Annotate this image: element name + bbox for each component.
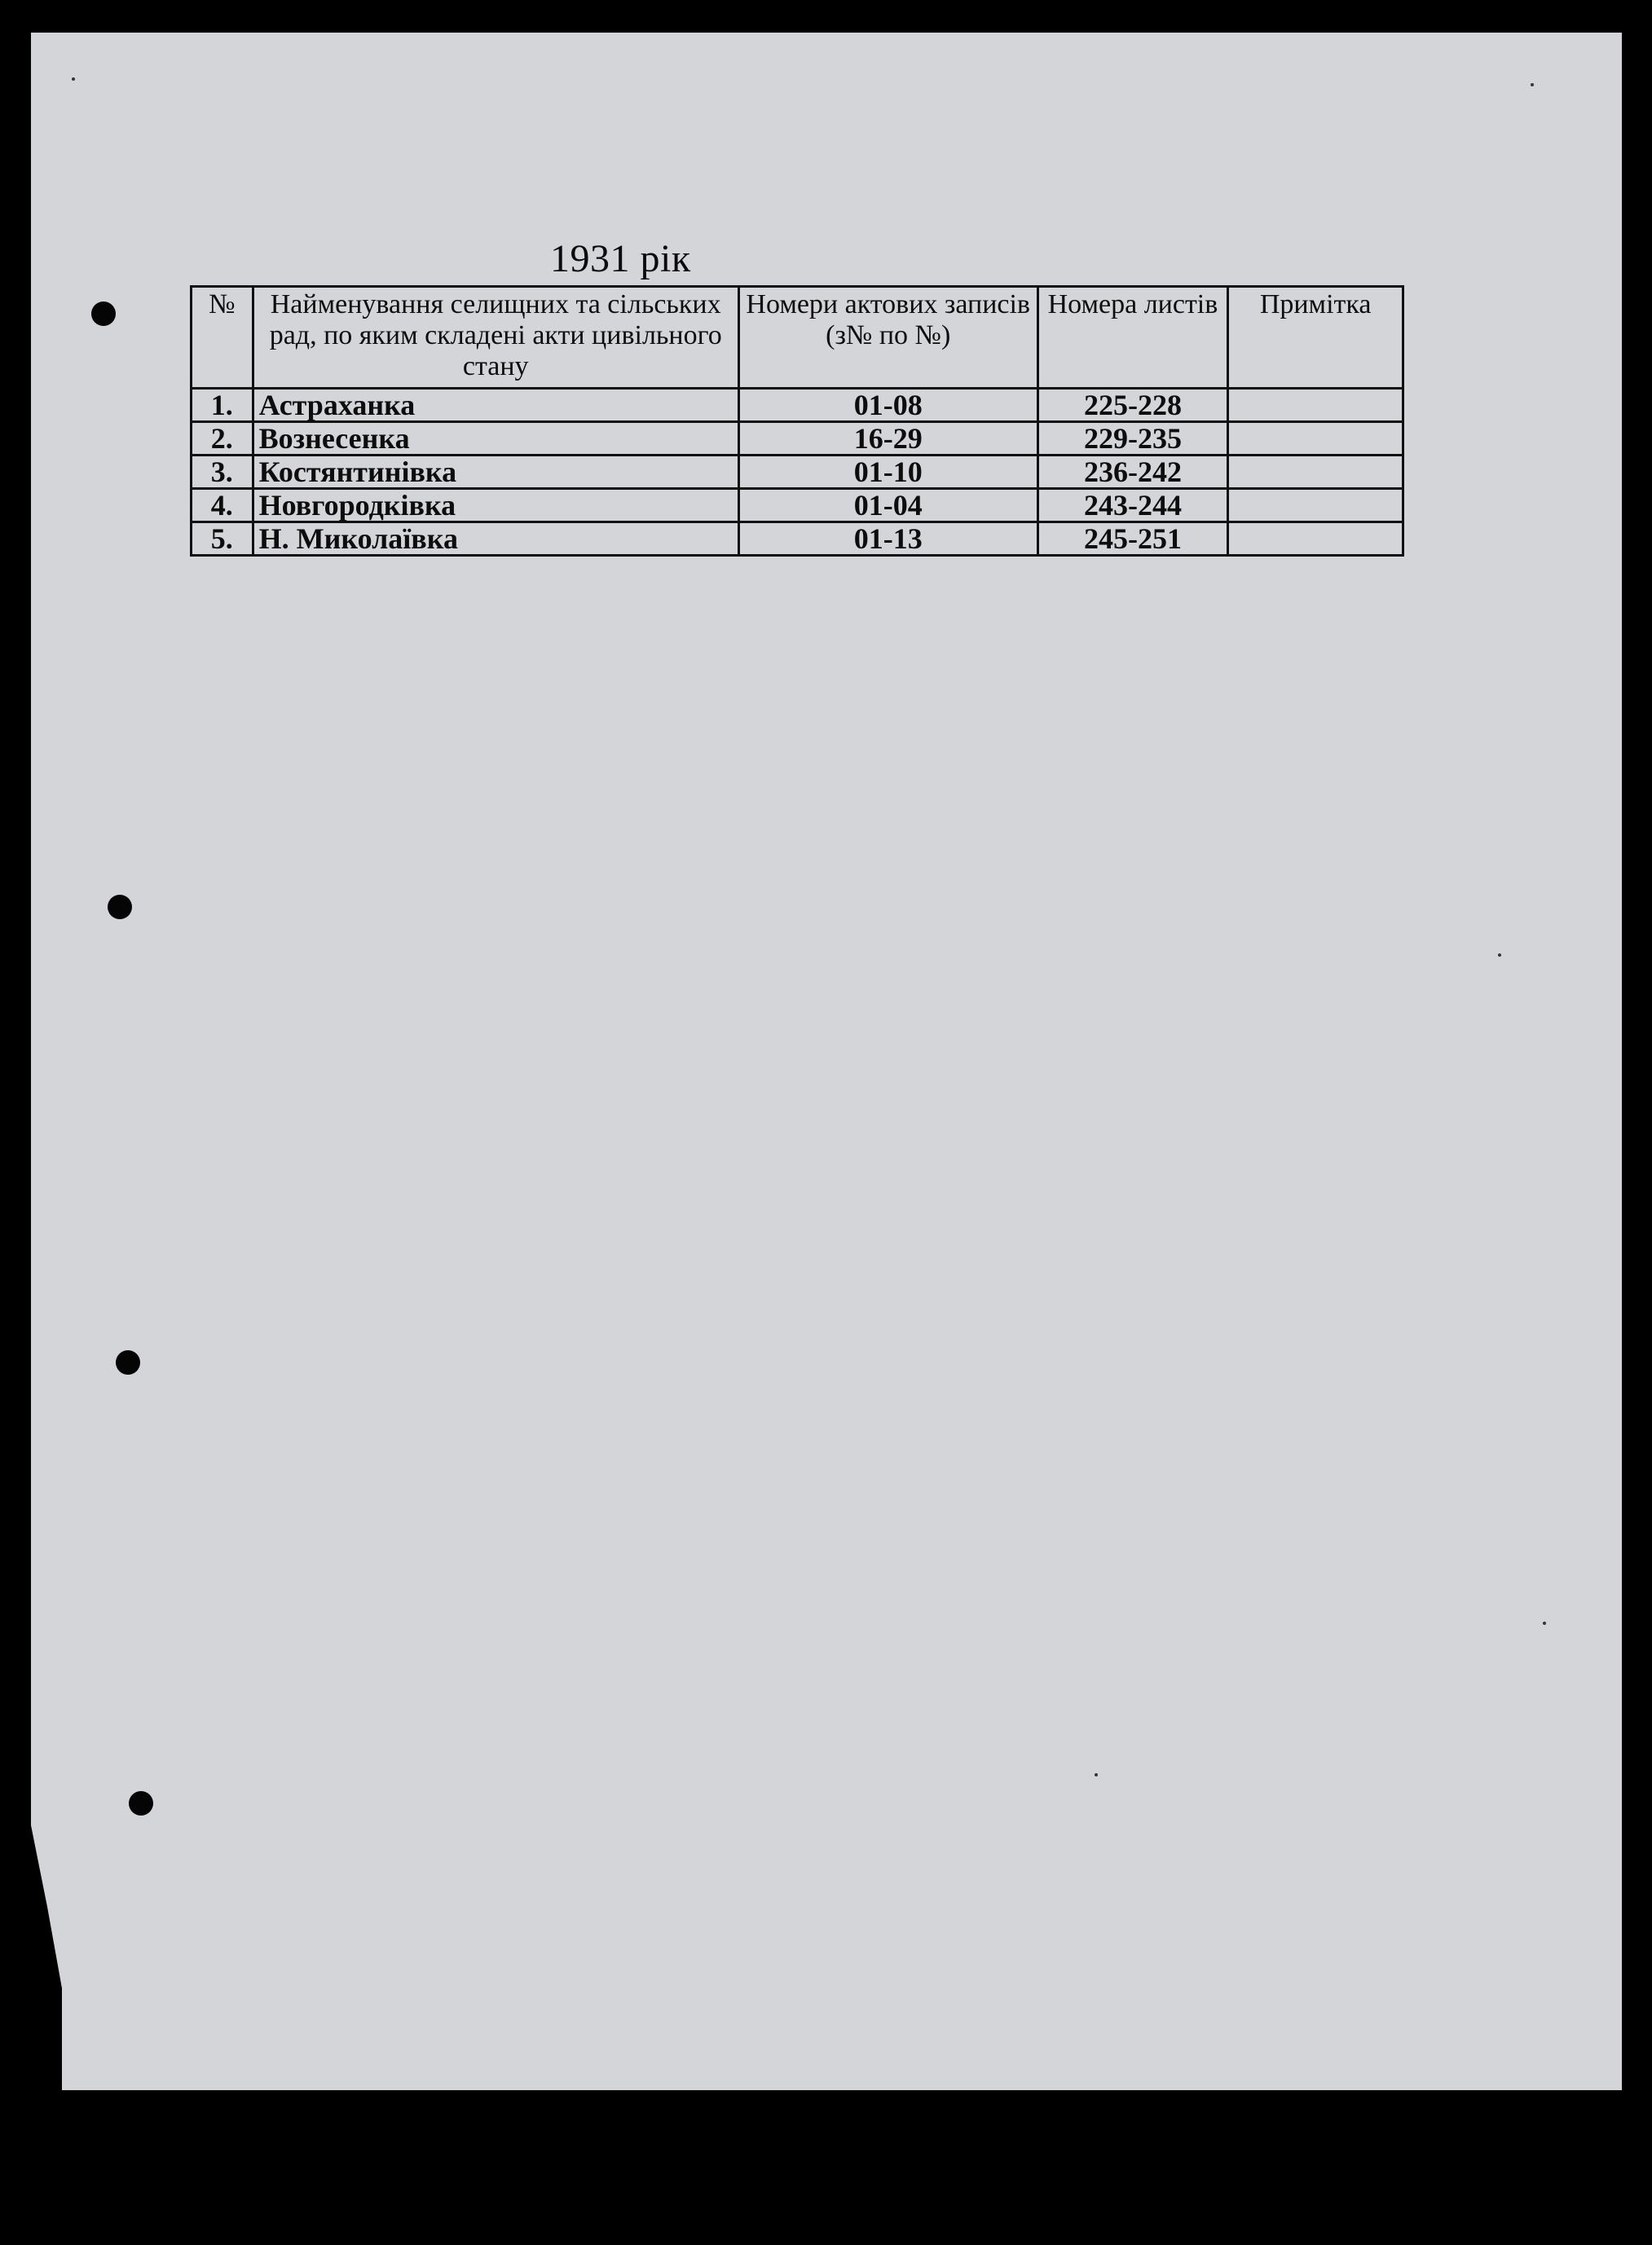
table-row	[192, 489, 1403, 522]
row-sheet-numbers: 236-242	[1037, 456, 1228, 489]
punch-hole	[91, 302, 116, 326]
paper-speck	[1498, 953, 1501, 957]
header-note: Примітка	[1228, 287, 1403, 389]
row-council-name: Вознесенка	[253, 422, 738, 456]
paper-speck	[72, 77, 75, 81]
row-number: 3.	[192, 456, 253, 489]
row-act-numbers: 01-13	[738, 522, 1037, 556]
row-number: 4.	[192, 489, 253, 522]
table-row	[192, 522, 1403, 556]
row-council-name: Новгородківка	[253, 489, 738, 522]
row-council-name: Костянтинівка	[253, 456, 738, 489]
header-act-numbers: Номери актових записів (з№ по №)	[738, 287, 1037, 389]
row-number: 1.	[192, 389, 253, 422]
paper-speck	[1531, 83, 1534, 86]
row-council-name: Н. Миколаївка	[253, 522, 738, 556]
header-sheet-numbers: Номера листів	[1037, 287, 1228, 389]
table-header-row	[192, 287, 1403, 389]
punch-hole	[116, 1350, 140, 1375]
row-note	[1228, 489, 1403, 522]
table-row	[192, 456, 1403, 489]
table-row	[192, 389, 1403, 422]
paper-speck	[1095, 1773, 1098, 1776]
row-council-name: Астраханка	[253, 389, 738, 422]
header-council-name: Найменування селищних та сільських рад, по яким складені акти цивільного стану	[253, 287, 738, 389]
register-table	[190, 285, 1404, 557]
punch-hole	[129, 1791, 153, 1816]
punch-hole	[108, 895, 132, 919]
row-number: 5.	[192, 522, 253, 556]
row-act-numbers: 01-08	[738, 389, 1037, 422]
row-sheet-numbers: 243-244	[1037, 489, 1228, 522]
paper-speck	[1543, 1622, 1546, 1625]
row-note	[1228, 389, 1403, 422]
document-title: 1931 рік	[550, 237, 691, 280]
row-act-numbers: 01-10	[738, 456, 1037, 489]
row-sheet-numbers: 225-228	[1037, 389, 1228, 422]
row-sheet-numbers: 245-251	[1037, 522, 1228, 556]
row-note	[1228, 522, 1403, 556]
row-note	[1228, 456, 1403, 489]
row-act-numbers: 01-04	[738, 489, 1037, 522]
row-act-numbers: 16-29	[738, 422, 1037, 456]
header-number: №	[192, 287, 253, 389]
row-number: 2.	[192, 422, 253, 456]
row-note	[1228, 422, 1403, 456]
table-row	[192, 422, 1403, 456]
row-sheet-numbers: 229-235	[1037, 422, 1228, 456]
